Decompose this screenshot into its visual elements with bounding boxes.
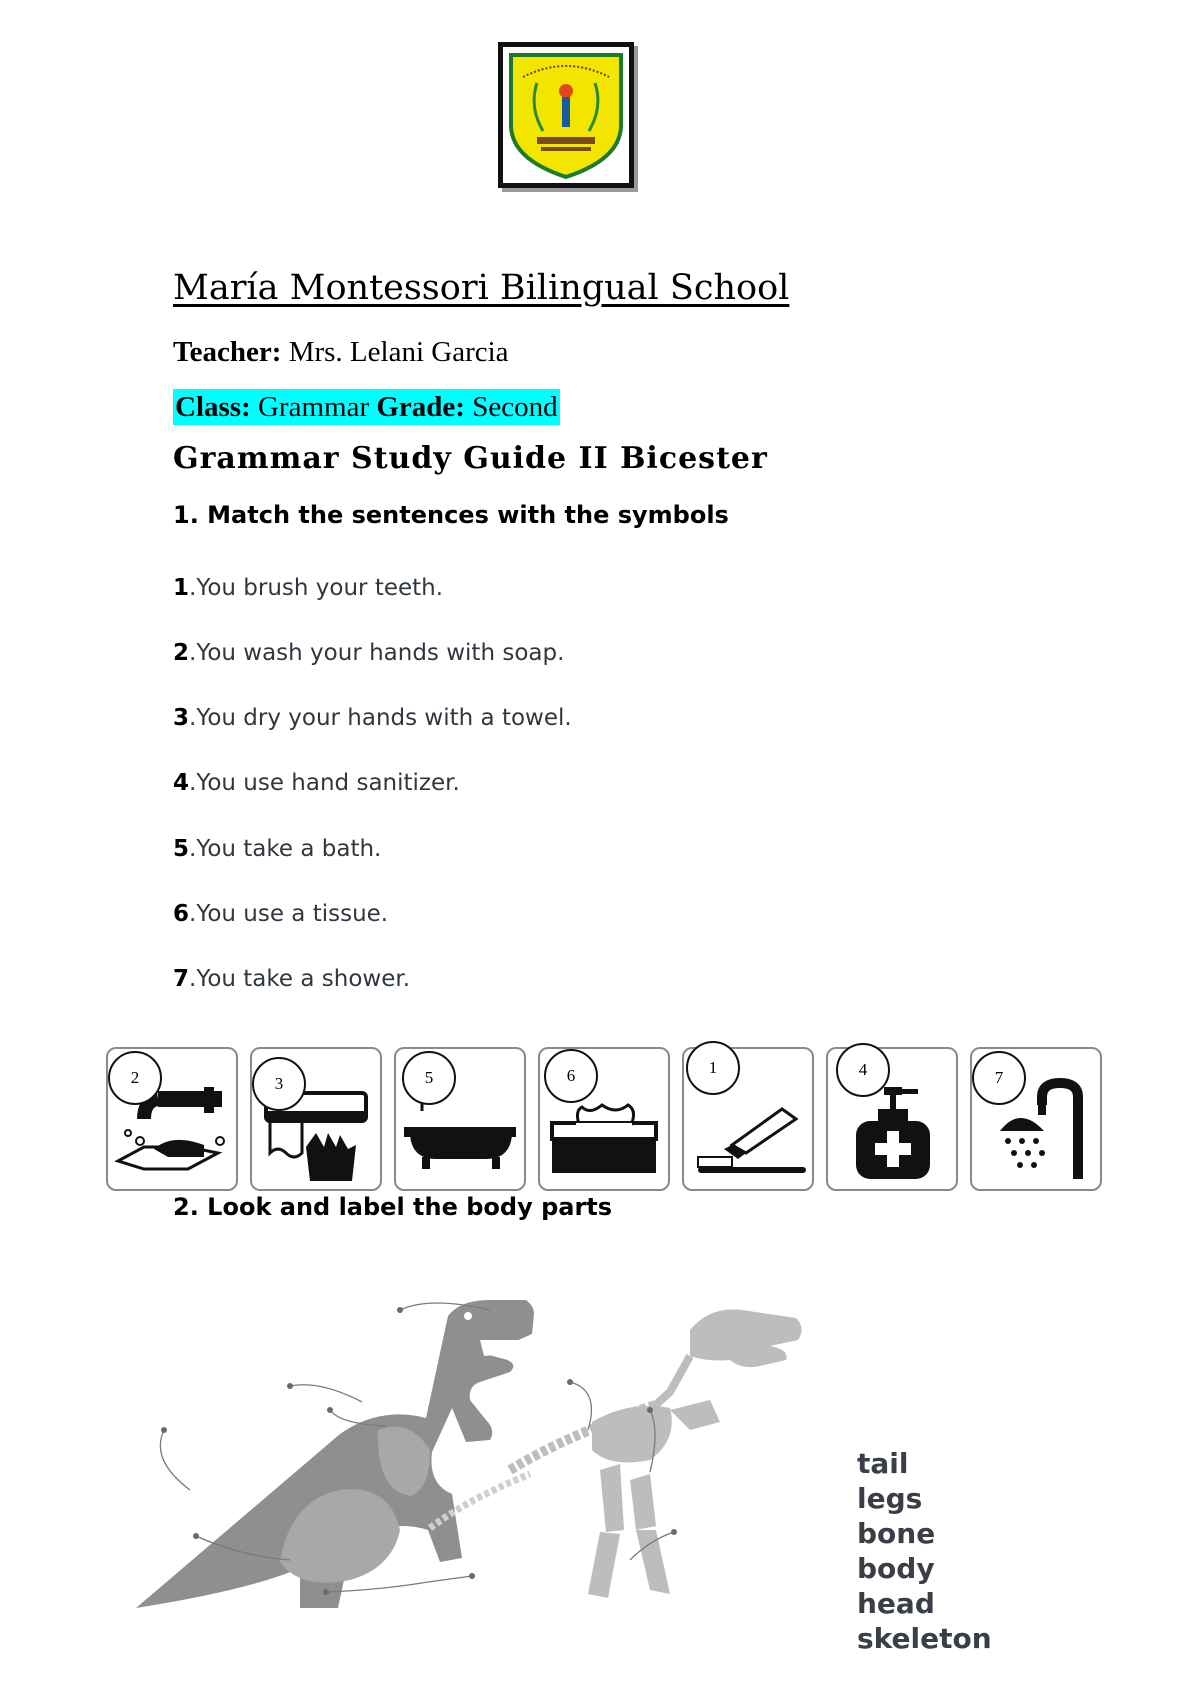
sentence-item: 3.You dry your hands with a towel.: [173, 705, 572, 731]
sentence-item: 7.You take a shower.: [173, 966, 411, 992]
answer-circle: 1: [686, 1041, 740, 1095]
guide-title: Grammar Study Guide II Bicester: [173, 441, 768, 476]
word-bank-item: tail: [857, 1447, 909, 1480]
word-bank-item: skeleton: [857, 1622, 992, 1655]
sentence-item: 6.You use a tissue.: [173, 901, 389, 927]
word-bank-item: bone: [857, 1517, 936, 1550]
grade-label: Grade:: [376, 391, 465, 423]
dinosaur-illustration: [130, 1300, 810, 1620]
class-value: Grammar: [257, 391, 370, 423]
answer-circle: 5: [402, 1051, 456, 1105]
section2-heading: 2. Look and label the body parts: [173, 1193, 613, 1221]
symbol-card: [682, 1047, 814, 1191]
symbol-card: [106, 1047, 238, 1191]
answer-circle: 3: [252, 1057, 306, 1111]
sentence-item: 5.You take a bath.: [173, 836, 382, 862]
word-bank-item: legs: [857, 1482, 923, 1515]
answer-circle: 4: [836, 1043, 890, 1097]
word-bank: [857, 1446, 992, 1656]
sentence-item: 4.You use hand sanitizer.: [173, 770, 460, 796]
school-title: María Montessori Bilingual School: [173, 268, 790, 308]
symbol-card: [250, 1047, 382, 1191]
sentence-item: 1.You brush your teeth.: [173, 575, 444, 601]
symbol-card: [970, 1047, 1102, 1191]
shield-logo-icon: [503, 47, 629, 183]
answer-circle: 7: [972, 1051, 1026, 1105]
answer-circle: 6: [544, 1049, 598, 1103]
teacher-line: [173, 336, 509, 369]
symbol-card: [826, 1047, 958, 1191]
teacher-label: Teacher:: [173, 336, 282, 368]
symbol-card: [394, 1047, 526, 1191]
section1-heading: 1. Match the sentences with the symbols: [173, 501, 729, 529]
class-grade-line: [173, 389, 560, 425]
t-rex-icon: [136, 1300, 534, 1608]
answer-circle: 2: [108, 1051, 162, 1105]
word-bank-item: body: [857, 1552, 935, 1585]
symbol-card: [538, 1047, 670, 1191]
sentence-item: 2.You wash your hands with soap.: [173, 640, 565, 666]
word-bank-item: head: [857, 1587, 935, 1620]
teacher-name: Mrs. Lelani Garcia: [288, 336, 509, 368]
school-logo: [498, 42, 634, 188]
grade-value: Second: [472, 391, 558, 423]
class-label: Class:: [175, 391, 251, 423]
